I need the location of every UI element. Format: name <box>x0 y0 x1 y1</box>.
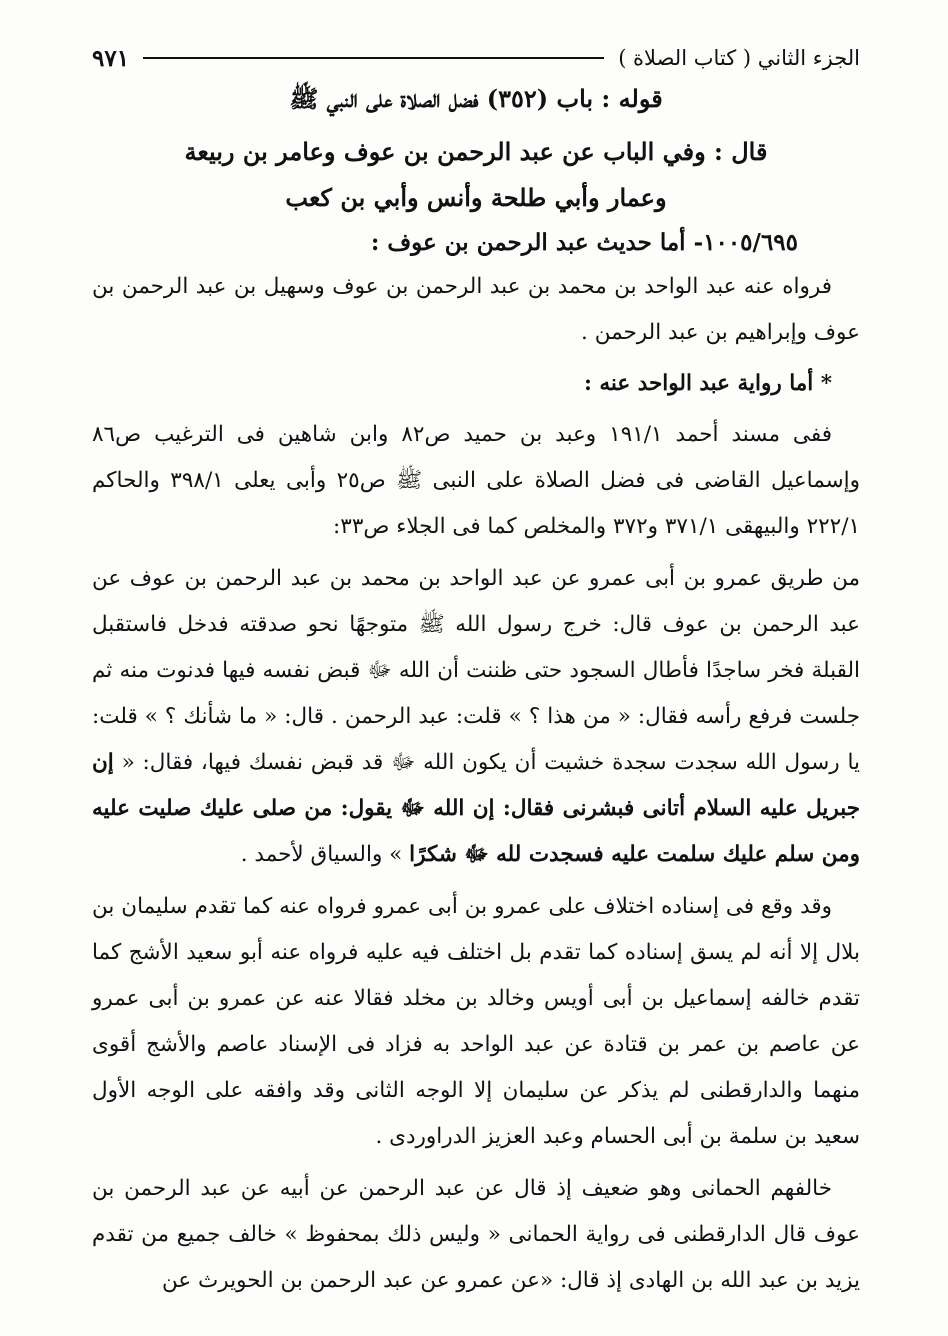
hadith-heading: ١٠٠٥/٦٩٥- أما حديث عبد الرحمن بن عوف : <box>370 229 798 256</box>
said-line-1: قال : وفي الباب عن عبد الرحمن بن عوف وعامر بن ربيعة <box>184 137 768 166</box>
said-block <box>92 129 860 221</box>
running-title: الجزء الثاني ( كتاب الصلاة ) <box>618 46 860 70</box>
paragraph-2: ففى مسند أحمد ١٩١/١ وعبد بن حميد ص٨٢ وابن شاهين فى الترغيب ص٨٦ وإسماعيل القاضى فى فضل الصلاة على النبى ﷺ ص٢٥ وأبى يعلى ٣٩٨/١ والحاكم ٢٢٢/١ والبيهقى ٣٧١/١ و٣٧٢ والمخلص كما فى الجلاء ص٣٣: <box>92 422 860 539</box>
header-rule <box>143 57 604 59</box>
paragraph-3-text: من طريق عمرو بن أبى عمرو عن عبد الواحد بن محمد بن عبد الرحمن بن عوف عن عبد الرحمن بن عوف قال: خرج رسول الله ﷺ متوجهًا نحو صدقته فدخل فاستقبل القبلة فخر ساجدًا فأطال السجود حتى ظننت أن الله ﷻ قبض نفسه فيها فدنوت منه ثم جلست فرفع رأسه فقال: « من هذا ؟ » قلت: عبد الرحمن . قال: « ما شأنك ؟ » قلت: يا رسول الله سجدت سجدة خشيت أن يكون الله ﷻ قد قبض نفسك فيها، فقال: « <box>92 566 860 775</box>
paragraph-4: وقد وقع فى إسناده اختلاف على عمرو بن أبى عمرو فرواه عنه كما تقدم سليمان بن بلال إلا أنه لم يسق إسناده كما تقدم بل اختلف فيه عليه فرواه عنه أبو سعيد الأشج كما تقدم خالفه إسماعيل بن أبى أويس وخالد بن مخلد فقالا عنه عن عمرو بن أبى عمرو عن عاصم بن عمر بن قتادة عن عبد الواحد به فزاد فى الإسناد عاصم والأشج أقوى منهما والدارقطنى لم يذكر عن سليمان إلا الوجه الثانى وقد وافقه على الوجه الأول سعيد بن سلمة بن أبى الحسام وعبد العزيز الدراوردى . <box>92 894 860 1149</box>
hadith-quote-bold: إن جبريل عليه السلام أتانى فبشرنى فقال: إن الله ﷻ يقول: من صلى عليك صليت عليه ومن سلم عليك سلمت عليه فسجدت لله ﷻ شكرًا <box>92 750 860 867</box>
said-line-2: وعمار وأبي طلحة وأنس وأبي بن كعب <box>285 183 667 212</box>
paragraph-5: خالفهم الحمانى وهو ضعيف إذ قال عن عبد الرحمن عن أبيه عن عبد الرحمن بن عوف قال الدارقطنى فى رواية الحمانى « وليس ذلك بمحفوظ » خالف جميع من تقدم يزيد بن عبد الله بن الهادى إذ قال: «عن عمرو عن عبد الرحمن بن الحويرث عن <box>92 1176 860 1293</box>
paragraph-3-tail: » والسياق لأحمد . <box>240 842 403 867</box>
chapter-heading: قوله : باب (٣٥٢) فضل الصلاة على النبي ﷺ <box>289 84 663 113</box>
page-body <box>92 84 860 1310</box>
page-number: ٩٧١ <box>92 44 130 72</box>
sub-heading: * أما رواية عبد الواحد عنه : <box>583 371 832 396</box>
paragraph-1: فرواه عنه عبد الواحد بن محمد بن عبد الرحمن بن عوف وسهيل بن عبد الرحمن بن عوف وإبراهيم بن عبد الرحمن . <box>92 274 860 345</box>
paragraph-3 <box>92 556 860 878</box>
running-header <box>92 38 860 78</box>
